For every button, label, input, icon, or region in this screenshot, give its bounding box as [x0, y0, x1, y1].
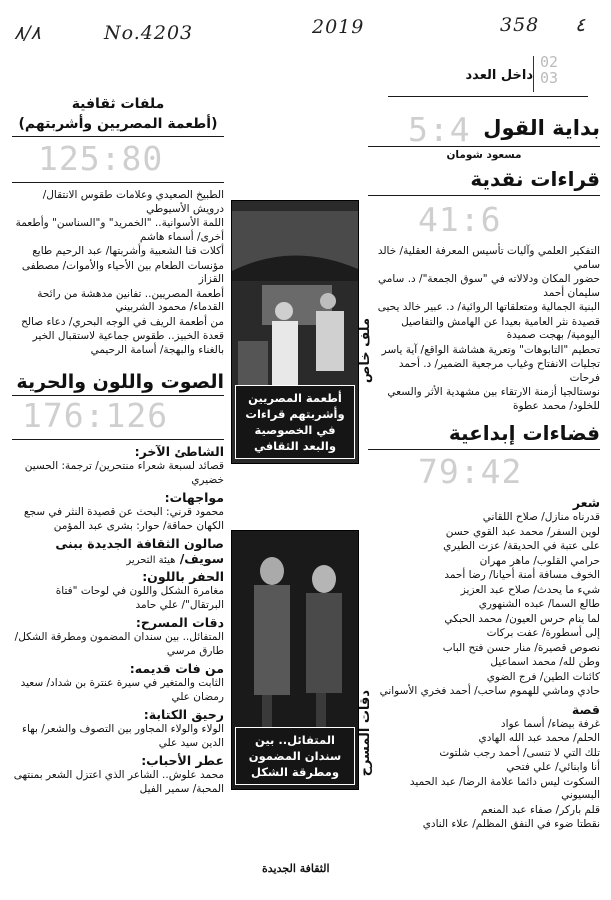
- culture-rule-2: [12, 182, 224, 183]
- list-item: قعدة الخبيز.. طقوس جماعية لاستقبال الخير بالغناء والبهجة/ أسامة الرحيمي: [32, 330, 224, 356]
- list-item: أطعمة المصريين.. تفانين مدهشة من رائحة القدماء/ محمود الشربيني: [37, 287, 224, 313]
- list-item: الثابت والمتغير في سيرة عنترة بن شداد/ سعيد رمضان علي: [20, 677, 224, 703]
- criticism-rule: [368, 195, 600, 196]
- list-item: السكوت ليس دائما علامة الرضا/ عبد الحميد البسيوني: [409, 775, 600, 801]
- list-item: وطن لله/ محمد اسماعيل: [490, 656, 600, 668]
- special-file-caption: أطعمة المصريين وأشربتهم قراءات في الخصوصية والبعد الثقافي: [235, 385, 355, 459]
- list-item: التفكير العلمي وآليات تأسيس المعرفة العقلية/ خالد سامي: [377, 245, 600, 271]
- creative-pages: 79:42: [418, 452, 523, 491]
- voice-block-label: من فات قديمه:: [129, 661, 224, 676]
- list-item: أكلات قنا الشعبية وأشربتها/ عبد الرحيم طايع: [32, 245, 224, 257]
- list-item: لما ينام حرس العيون/ محمد الحبكي: [444, 612, 600, 625]
- header-page-numbers: [540, 54, 558, 86]
- opening-author: مسعود شومان: [446, 149, 522, 161]
- list-item: محمود قرني: البحث عن قصيدة النثر في سجع الكهان حماقة/ حوار: بشرى عبد المؤمن: [23, 506, 224, 532]
- culture-subtitle: (أطعمة المصريين وأشربتهم): [18, 116, 218, 132]
- voice-block-label: [12, 536, 224, 566]
- handwritten-corner-mark: ٤: [575, 14, 586, 36]
- list-item: قلم باركر/ صفاء عبد المنعم: [480, 803, 600, 816]
- list-item: قصائد لسبعة شعراء منتحرين/ ترجمة: الحسين خضيري: [24, 460, 224, 486]
- culture-title: ملفات ثقافية: [71, 96, 165, 112]
- creative-rule: [368, 449, 600, 450]
- list-item: طالع السما/ عبده الشنهوري: [478, 598, 600, 610]
- list-item: لوين السفر/ محمد عبد القوي حسن: [445, 525, 600, 538]
- list-item: الولاء والولاء المجاور بين التصوف والشعر/ بهاء الدين سيد علي: [22, 723, 224, 749]
- theater-label: دقات المسرح: [358, 690, 373, 777]
- list-item: البنية الجمالية ومتعلقاتها الروائية/ د. عبير خالد يحيى: [377, 301, 600, 313]
- voice-block-label: دقات المسرح:: [135, 615, 224, 630]
- opening-section: [368, 110, 600, 149]
- list-item: على عتبة في الحديقة/ عزت الطيري: [443, 540, 600, 552]
- list-item: نقطتا ضوء في النفق المظلم/ علاء النادي: [422, 818, 600, 830]
- special-file-photo: [231, 200, 359, 464]
- voice-block-label: مواجهات:: [164, 490, 224, 505]
- theater-photo: [231, 530, 359, 790]
- voice-block-label: عطر الأحباب:: [141, 753, 224, 768]
- list-item: غرفة بيضاء/ أسما عواد: [500, 717, 600, 730]
- list-item: تجليات الانفتاح وغياب مرجعية الضمير/ د. أحمد فرحات: [398, 358, 600, 384]
- opening-rule: [368, 146, 600, 147]
- list-item: إلى أسطورة/ عفت بركات: [486, 627, 600, 639]
- list-item: اللمة الأسوانية.. "الخمريد" و"السناسن" وأطعمة أخرى/ أسماء هاشم: [15, 217, 224, 243]
- list-item: حضور المكان ودلالاته في "سوق الجمعة"/ د. سامي سليمان أحمد: [377, 273, 600, 299]
- list-item: حرامي القلوب/ ماهر مهران: [479, 554, 600, 567]
- list-item: تلك التي لا تنسى/ أحمد رجب شلتوت: [439, 746, 600, 759]
- left-column: [12, 96, 224, 797]
- special-file-label: ملف خاص: [358, 318, 373, 384]
- header-divider: [533, 56, 534, 92]
- list-item: تحطيم "التابوهات" وتعرية هشاشة الواقع/ آية ياسر: [381, 343, 600, 356]
- list-item: نوستالجيا أزمنة الارتقاء بين مشهدية الأثر والسعي للخلود/ محمد عطوة: [387, 386, 600, 412]
- list-item: كائنات الطين/ فرج الضوي: [486, 670, 600, 683]
- voice-block-label: الحفر باللون:: [142, 569, 224, 584]
- culture-pages: 125:80: [38, 139, 164, 178]
- voice-pages: 176:126: [22, 396, 169, 435]
- criticism-list: [368, 245, 600, 413]
- footer-logo: الثقافة الجديدة: [262, 862, 330, 875]
- handwritten-page-code: 358: [500, 14, 540, 36]
- criticism-title: قراءات نقدية: [470, 167, 600, 191]
- salon-author: هيئة التحرير: [126, 555, 176, 566]
- list-item: الطبيخ الصعيدي وعلامات طقوس الانتقال/ درويش الأسيوطي: [42, 189, 224, 215]
- voice-block-label: الشاطئ الآخر:: [134, 444, 224, 459]
- voice-rule-2: [12, 439, 224, 440]
- culture-rule: [12, 136, 224, 137]
- creative-title: فضاءات إبداعية: [448, 421, 600, 445]
- voice-blocks: [12, 444, 224, 796]
- theater-caption: المتفائل.. بين سندان المضمون ومطرقة الشكل: [235, 727, 355, 785]
- header-rule: [388, 96, 588, 97]
- handwritten-year: 2019: [312, 16, 365, 38]
- voice-block-label: رحيق الكتابة:: [143, 707, 224, 722]
- header-page-bottom: 03: [540, 69, 559, 87]
- right-column: [368, 110, 600, 833]
- story-list: [368, 718, 600, 832]
- list-item: أنا وابنائي/ علي فتحي: [506, 761, 600, 773]
- handwritten-issue-number: No.4203: [104, 22, 194, 44]
- list-item: قدرناه منازل/ صلاح اللقاني: [482, 511, 600, 523]
- list-item: قصيدة نثر العامية بعيدا عن الهامش والتفاصيل اليومية/ بهجت صميدة: [401, 315, 600, 341]
- criticism-pages: 41:6: [418, 200, 502, 239]
- opening-pages: 5:4: [408, 110, 471, 149]
- opening-title: بداية القول: [483, 116, 600, 140]
- list-item: الحلم/ محمد عبد الله الهادي: [478, 732, 600, 744]
- handwritten-ref: ٨/٨: [14, 22, 41, 44]
- culture-list: [12, 189, 224, 357]
- list-item: الخوف مسافة أمنة أحيانا/ رضا أحمد: [444, 569, 600, 581]
- list-item: نصوص قصيرة/ منار حسن فتح الباب: [442, 641, 600, 654]
- story-label: قصة: [571, 701, 600, 717]
- header-page-top: 02: [540, 53, 559, 71]
- list-item: محمد علوش.. الشاعر الذي اعتزل الشعر بمنتهى المحبة/ سمير الفيل: [13, 769, 224, 795]
- section-header-label: داخل العدد: [465, 68, 533, 83]
- poetry-list: [368, 511, 600, 699]
- list-item: حادي وماشي للهموم ساحب/ أحمد فخري الأسواني: [379, 685, 600, 697]
- list-item: مغامرة الشكل واللون في لوحات "فتاة البرتقال"/ علي حامد: [55, 585, 224, 611]
- list-item: المتفائل.. بين سندان المضمون ومطرقة الشكل/ طارق مرسي: [14, 631, 224, 657]
- voice-title: الصوت واللون والحرية: [16, 371, 224, 393]
- list-item: شيء ما يحدث/ صلاح عبد العزيز: [460, 583, 600, 596]
- list-item: من أطعمة الريف في الوجه البحري/ دعاء صالح: [21, 315, 224, 328]
- salon-label: صالون الثقافة الجديدة ببنى سويف/: [55, 536, 224, 566]
- list-item: مؤنسات الطعام بين الأحياء والأموات/ مصطفى القزاز: [21, 259, 224, 285]
- poetry-label: شعر: [572, 495, 600, 510]
